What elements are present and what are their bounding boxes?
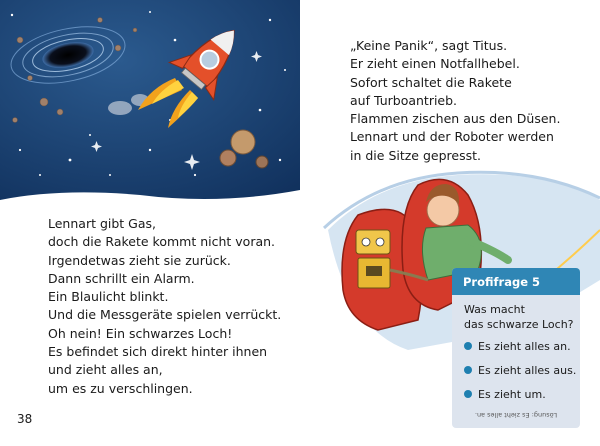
story-text-right [350,37,560,165]
text-line: und zieht alles an, [48,362,163,378]
text-line: Flammen zischen aus den Düsen. [350,111,561,127]
text-line: Es befindet sich direkt hinter ihnen [48,344,268,360]
planet [231,130,255,154]
quiz-answer-upside-down: Lösung: Es zieht alles an. [474,411,558,419]
text-line: auf Turboantrieb. [350,92,458,108]
quiz-question [464,302,574,332]
text-line: um es zu verschlingen. [48,380,193,396]
bullet-icon [464,366,472,374]
quiz-option[interactable] [464,340,571,353]
text-line: Lennart gibt Gas, [48,216,157,231]
text-line: Lennart und der Roboter werden [350,129,554,145]
story-text-left [48,215,281,398]
page-number: 38 [17,412,33,426]
quiz-title: Profifrage 5 [463,275,540,289]
quiz-header [452,268,580,295]
quiz-option-label: Es zieht alles an. [478,340,571,353]
bullet-icon [464,342,472,350]
text-line: Oh nein! Ein schwarzes Loch! [48,325,233,341]
rocket-black-hole-illustration [0,0,300,205]
quiz-question-line: Was macht [464,303,525,316]
text-line: doch die Rakete kommt nicht voran. [48,234,276,250]
text-line: Er zieht einen Notfallhebel. [350,56,520,72]
text-line: in die Sitze gepresst. [350,147,481,163]
quiz-question-line: das schwarze Loch? [464,318,574,331]
quiz-option[interactable] [464,364,576,377]
text-line: Irgendetwas zieht sie zurück. [48,252,231,268]
text-line: Sofort schaltet die Rakete [350,74,512,90]
text-line: Ein Blaulicht blinkt. [48,289,169,305]
quiz-card [452,268,580,428]
quiz-option-label: Es zieht um. [478,388,546,401]
text-line: Dann schrillt ein Alarm. [48,270,195,286]
bullet-icon [464,390,472,398]
quiz-option[interactable] [464,388,546,401]
text-line: Und die Messgeräte spielen verrückt. [48,307,282,323]
text-line: „Keine Panik“, sagt Titus. [350,38,508,53]
quiz-option-label: Es zieht alles aus. [478,364,577,377]
